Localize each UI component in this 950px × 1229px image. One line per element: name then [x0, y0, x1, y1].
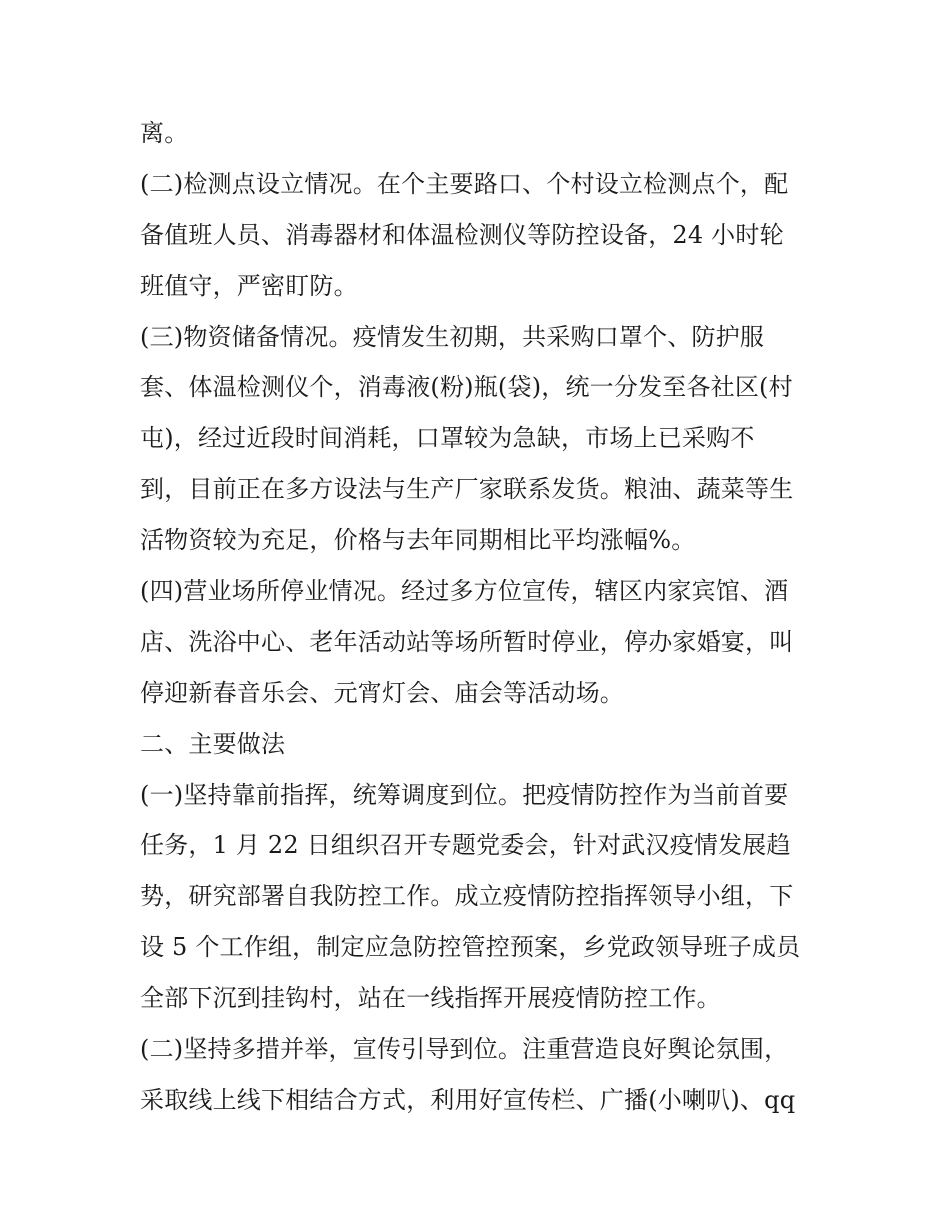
text-line: 屯)，经过近段时间消耗，口罩较为急缺，市场上已采购不	[140, 424, 755, 453]
text-line: (四)营业场所停业情况。经过多方位宣传，辖区内家宾馆、酒	[140, 577, 789, 606]
document-body	[140, 108, 820, 1126]
text-line: (二)检测点设立情况。在个主要路口、个村设立检测点个，配	[140, 169, 789, 198]
text-line: 任务，1 月 22 日组织召开专题党委会，针对武汉疫情发展趋	[140, 831, 791, 860]
text-line: 势，研究部署自我防控工作。成立疫情防控指挥领导小组，下	[140, 882, 794, 911]
text-line: (二)坚持多措并举，宣传引导到位。注重营造良好舆论氛围，	[140, 1035, 789, 1064]
text-line: 停迎新春音乐会、元宵灯会、庙会等活动场。	[140, 678, 624, 707]
text-line: 套、体温检测仪个，消毒液(粉)瓶(袋)，统一分发至各社区(村	[140, 373, 793, 402]
section-heading: 二、主要做法	[140, 729, 286, 758]
text-line: 店、洗浴中心、老年活动站等场所暂时停业，停办家婚宴，叫	[140, 627, 794, 656]
text-line: 设 5 个工作组，制定应急防控管控预案，乡党政领导班子成员	[140, 933, 801, 962]
text-line: (一)坚持靠前指挥，统筹调度到位。把疫情防控作为当前首要	[140, 780, 789, 809]
text-line: 备值班人员、消毒器材和体温检测仪等防控设备，24 小时轮	[140, 220, 784, 249]
text-line: 离。	[140, 119, 189, 147]
text-line: 采取线上线下相结合方式，利用好宣传栏、广播(小喇叭)、qq	[140, 1085, 796, 1114]
text-line: 班值守，严密盯防。	[140, 271, 358, 300]
text-line: 到，目前正在多方设法与生产厂家联系发货。粮油、蔬菜等生	[140, 475, 794, 504]
text-line: 活物资较为充足，价格与去年同期相比平均涨幅%。	[140, 526, 696, 555]
text-line: (三)物资储备情况。疫情发生初期，共采购口罩个、防护服	[140, 322, 765, 351]
text-line: 全部下沉到挂钩村，站在一线指挥开展疫情防控工作。	[140, 984, 721, 1013]
